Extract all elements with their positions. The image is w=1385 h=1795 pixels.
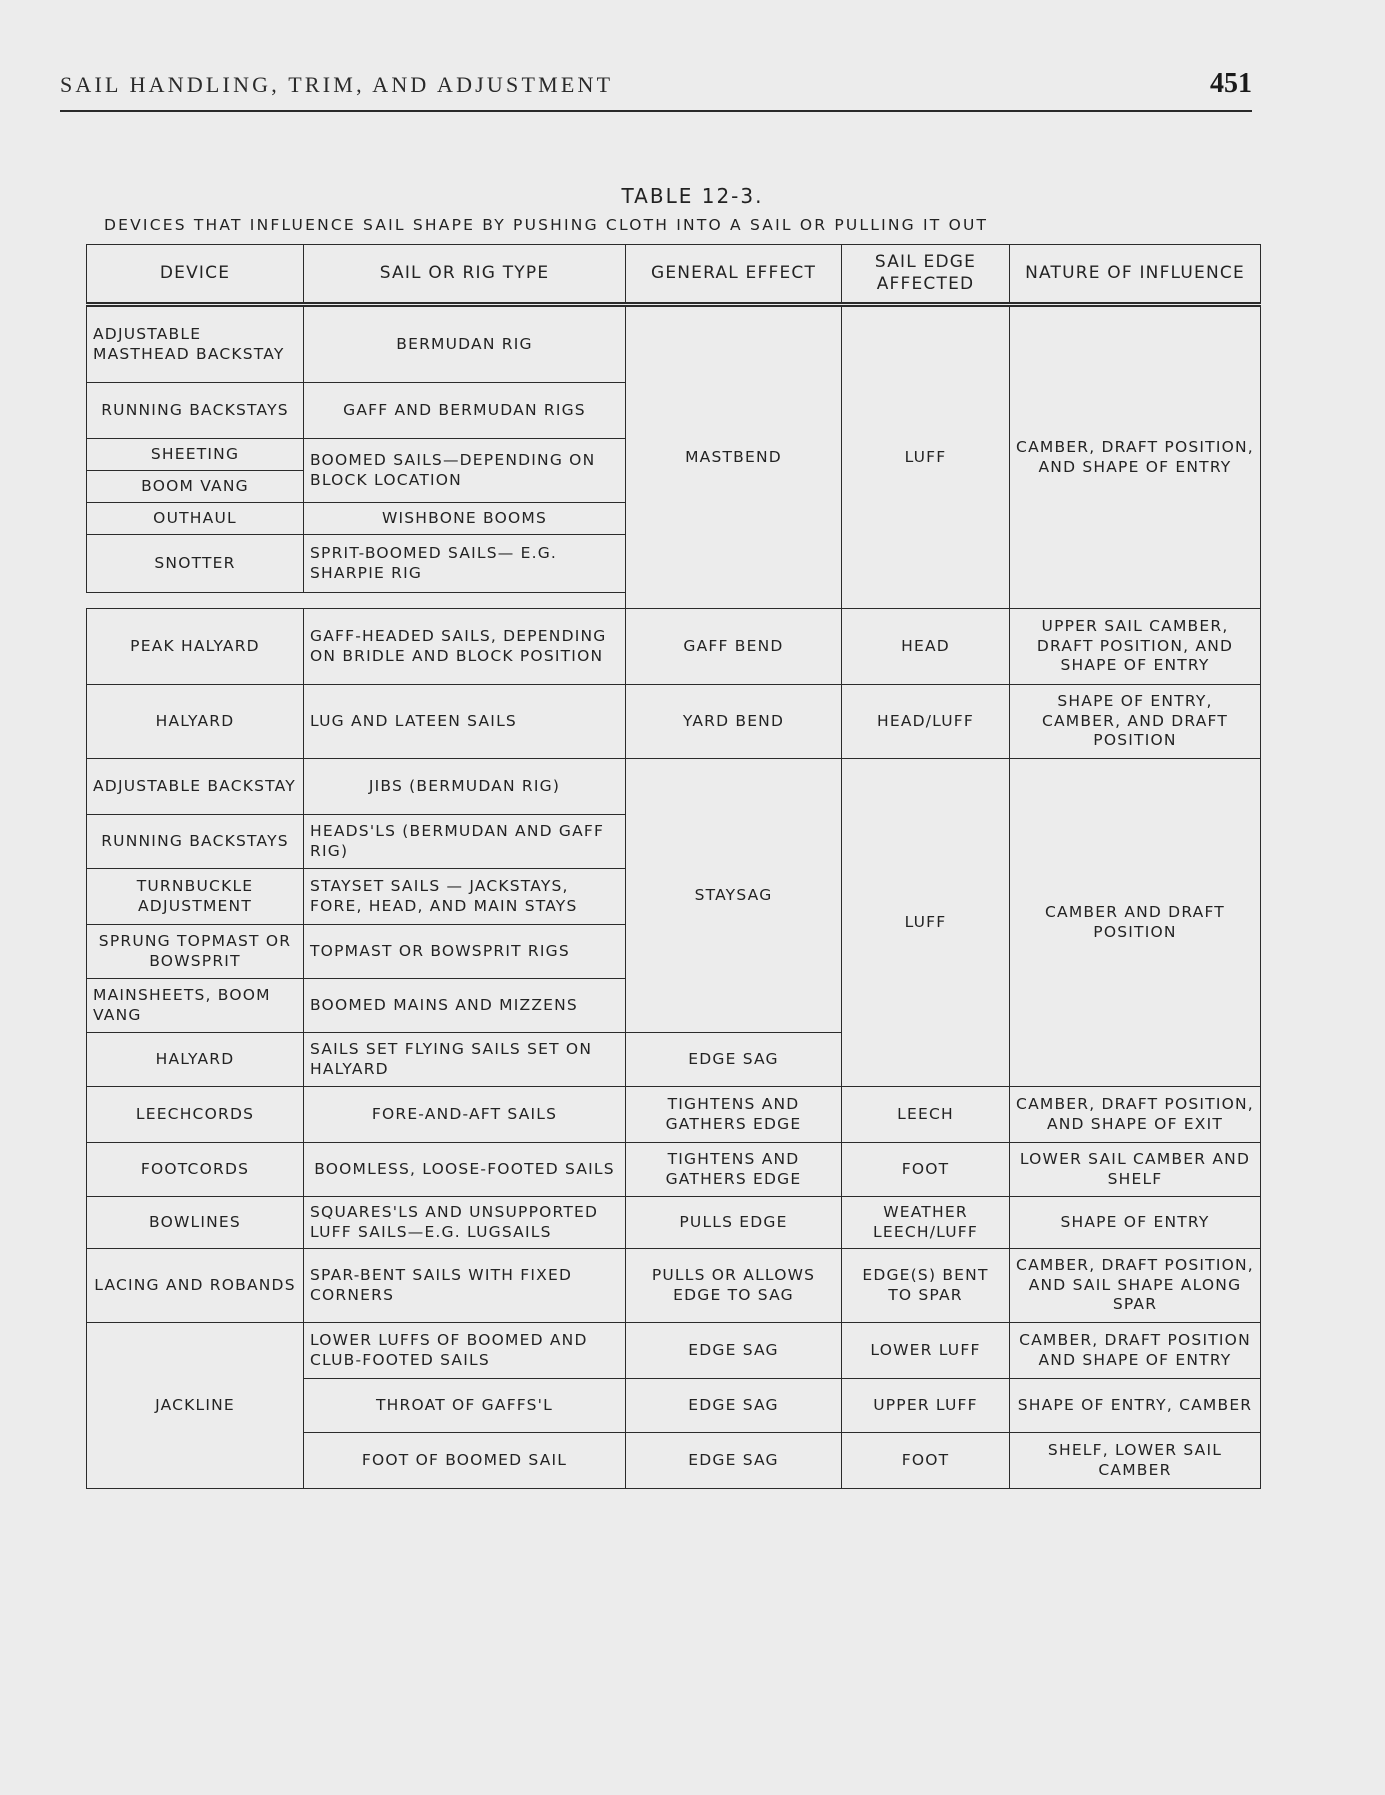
sail-type-cell: BERMUDAN RIG	[304, 305, 626, 383]
edge-affected-cell: LOWER LUFF	[842, 1323, 1010, 1379]
sail-type-cell: LOWER LUFFS OF BOOMED AND CLUB-FOOTED SAILS	[304, 1323, 626, 1379]
device-cell: PEAK HALYARD	[87, 609, 304, 685]
general-effect-cell: MASTBEND	[626, 305, 842, 609]
device-cell: SNOTTER	[87, 535, 304, 593]
table-row	[87, 1249, 1261, 1323]
nature-cell: SHAPE OF ENTRY, CAMBER	[1010, 1379, 1261, 1433]
general-effect-cell: STAYSAG	[626, 759, 842, 1033]
sail-type-cell: FOOT OF BOOMED SAIL	[304, 1433, 626, 1489]
sail-type-cell: BOOMED SAILS—DEPENDING ON BLOCK LOCATION	[304, 439, 626, 503]
sail-type-cell: TOPMAST OR BOWSPRIT RIGS	[304, 925, 626, 979]
table-row	[87, 1087, 1261, 1143]
general-effect-cell: PULLS OR ALLOWS EDGE TO SAG	[626, 1249, 842, 1323]
edge-affected-cell: HEAD/LUFF	[842, 685, 1010, 759]
device-cell: SPRUNG TOPMAST OR BOWSPRIT	[87, 925, 304, 979]
device-cell: FOOTCORDS	[87, 1143, 304, 1197]
table-row	[87, 685, 1261, 759]
page-header	[60, 58, 1252, 112]
device-cell: RUNNING BACKSTAYS	[87, 815, 304, 869]
column-header-edge-affected: SAIL EDGE AFFECTED	[842, 245, 1010, 305]
general-effect-cell: TIGHTENS AND GATHERS EDGE	[626, 1143, 842, 1197]
table-row	[87, 305, 1261, 383]
sail-type-cell: WISHBONE BOOMS	[304, 503, 626, 535]
sail-type-cell: HEADS'LS (BERMUDAN AND GAFF RIG)	[304, 815, 626, 869]
general-effect-cell: TIGHTENS AND GATHERS EDGE	[626, 1087, 842, 1143]
device-cell: OUTHAUL	[87, 503, 304, 535]
table-row	[87, 1143, 1261, 1197]
device-cell: BOOM VANG	[87, 471, 304, 503]
sail-type-cell: SPRIT-BOOMED SAILS— E.G. SHARPIE RIG	[304, 535, 626, 593]
general-effect-cell: PULLS EDGE	[626, 1197, 842, 1249]
general-effect-cell: EDGE SAG	[626, 1433, 842, 1489]
nature-cell: CAMBER, DRAFT POSITION, AND SAIL SHAPE ALONG SPAR	[1010, 1249, 1261, 1323]
device-cell: JACKLINE	[87, 1323, 304, 1489]
edge-affected-cell: LUFF	[842, 759, 1010, 1087]
table-row	[87, 609, 1261, 685]
general-effect-cell: GAFF BEND	[626, 609, 842, 685]
table-caption: DEVICES THAT INFLUENCE SAIL SHAPE BY PUSHING CLOTH INTO A SAIL OR PULLING IT OUT	[104, 216, 989, 234]
edge-affected-cell: WEATHER LEECH/LUFF	[842, 1197, 1010, 1249]
page-number: 451	[1210, 68, 1252, 99]
general-effect-cell: YARD BEND	[626, 685, 842, 759]
nature-cell: SHAPE OF ENTRY, CAMBER, AND DRAFT POSITION	[1010, 685, 1261, 759]
column-header-device: DEVICE	[87, 245, 304, 305]
table-title: TABLE 12-3.	[621, 184, 764, 208]
sail-type-cell: GAFF AND BERMUDAN RIGS	[304, 383, 626, 439]
device-cell: ADJUSTABLE BACKSTAY	[87, 759, 304, 815]
edge-affected-cell: EDGE(S) BENT TO SPAR	[842, 1249, 1010, 1323]
device-cell: RUNNING BACKSTAYS	[87, 383, 304, 439]
general-effect-cell: EDGE SAG	[626, 1379, 842, 1433]
table-row	[87, 1323, 1261, 1379]
device-cell: BOWLINES	[87, 1197, 304, 1249]
nature-cell: SHAPE OF ENTRY	[1010, 1197, 1261, 1249]
running-head: SAIL HANDLING, TRIM, AND ADJUSTMENT	[60, 72, 614, 97]
general-effect-cell: EDGE SAG	[626, 1033, 842, 1087]
nature-cell: UPPER SAIL CAMBER, DRAFT POSITION, AND SHAPE OF ENTRY	[1010, 609, 1261, 685]
edge-affected-cell: FOOT	[842, 1143, 1010, 1197]
nature-cell: CAMBER, DRAFT POSITION, AND SHAPE OF ENTRY	[1010, 305, 1261, 609]
nature-cell: LOWER SAIL CAMBER AND SHELF	[1010, 1143, 1261, 1197]
sail-type-cell: SQUARES'LS AND UNSUPPORTED LUFF SAILS—E.G. LUGSAILS	[304, 1197, 626, 1249]
sail-type-cell: BOOMED MAINS AND MIZZENS	[304, 979, 626, 1033]
nature-cell: CAMBER AND DRAFT POSITION	[1010, 759, 1261, 1087]
sail-type-cell: THROAT OF GAFFS'L	[304, 1379, 626, 1433]
device-cell: HALYARD	[87, 685, 304, 759]
device-cell: ADJUSTABLE MASTHEAD BACKSTAY	[87, 305, 304, 383]
device-cell: HALYARD	[87, 1033, 304, 1087]
sail-type-cell: LUG AND LATEEN SAILS	[304, 685, 626, 759]
edge-affected-cell: HEAD	[842, 609, 1010, 685]
device-cell: LACING AND ROBANDS	[87, 1249, 304, 1323]
device-cell: TURNBUCKLE ADJUSTMENT	[87, 869, 304, 925]
sail-type-cell: STAYSET SAILS — JACKSTAYS, FORE, HEAD, AND MAIN STAYS	[304, 869, 626, 925]
edge-affected-cell: LEECH	[842, 1087, 1010, 1143]
sail-type-cell: BOOMLESS, LOOSE-FOOTED SAILS	[304, 1143, 626, 1197]
device-cell: SHEETING	[87, 439, 304, 471]
sail-type-cell: GAFF-HEADED SAILS, DEPENDING ON BRIDLE AND BLOCK POSITION	[304, 609, 626, 685]
nature-cell: SHELF, LOWER SAIL CAMBER	[1010, 1433, 1261, 1489]
table-header-row	[87, 245, 1261, 305]
device-cell: LEECHCORDS	[87, 1087, 304, 1143]
sail-type-cell: FORE-AND-AFT SAILS	[304, 1087, 626, 1143]
edge-affected-cell: UPPER LUFF	[842, 1379, 1010, 1433]
devices-table	[86, 244, 1261, 1489]
column-header-sail-type: SAIL OR RIG TYPE	[304, 245, 626, 305]
general-effect-cell: EDGE SAG	[626, 1323, 842, 1379]
sail-type-cell: SPAR-BENT SAILS WITH FIXED CORNERS	[304, 1249, 626, 1323]
edge-affected-cell: LUFF	[842, 305, 1010, 609]
device-cell: MAINSHEETS, BOOM VANG	[87, 979, 304, 1033]
sail-type-cell: JIBS (BERMUDAN RIG)	[304, 759, 626, 815]
column-header-general-effect: GENERAL EFFECT	[626, 245, 842, 305]
nature-cell: CAMBER, DRAFT POSITION AND SHAPE OF ENTRY	[1010, 1323, 1261, 1379]
column-header-nature: NATURE OF INFLUENCE	[1010, 245, 1261, 305]
table-row	[87, 1197, 1261, 1249]
table-row	[87, 759, 1261, 815]
edge-affected-cell: FOOT	[842, 1433, 1010, 1489]
sail-type-cell: SAILS SET FLYING SAILS SET ON HALYARD	[304, 1033, 626, 1087]
nature-cell: CAMBER, DRAFT POSITION, AND SHAPE OF EXIT	[1010, 1087, 1261, 1143]
